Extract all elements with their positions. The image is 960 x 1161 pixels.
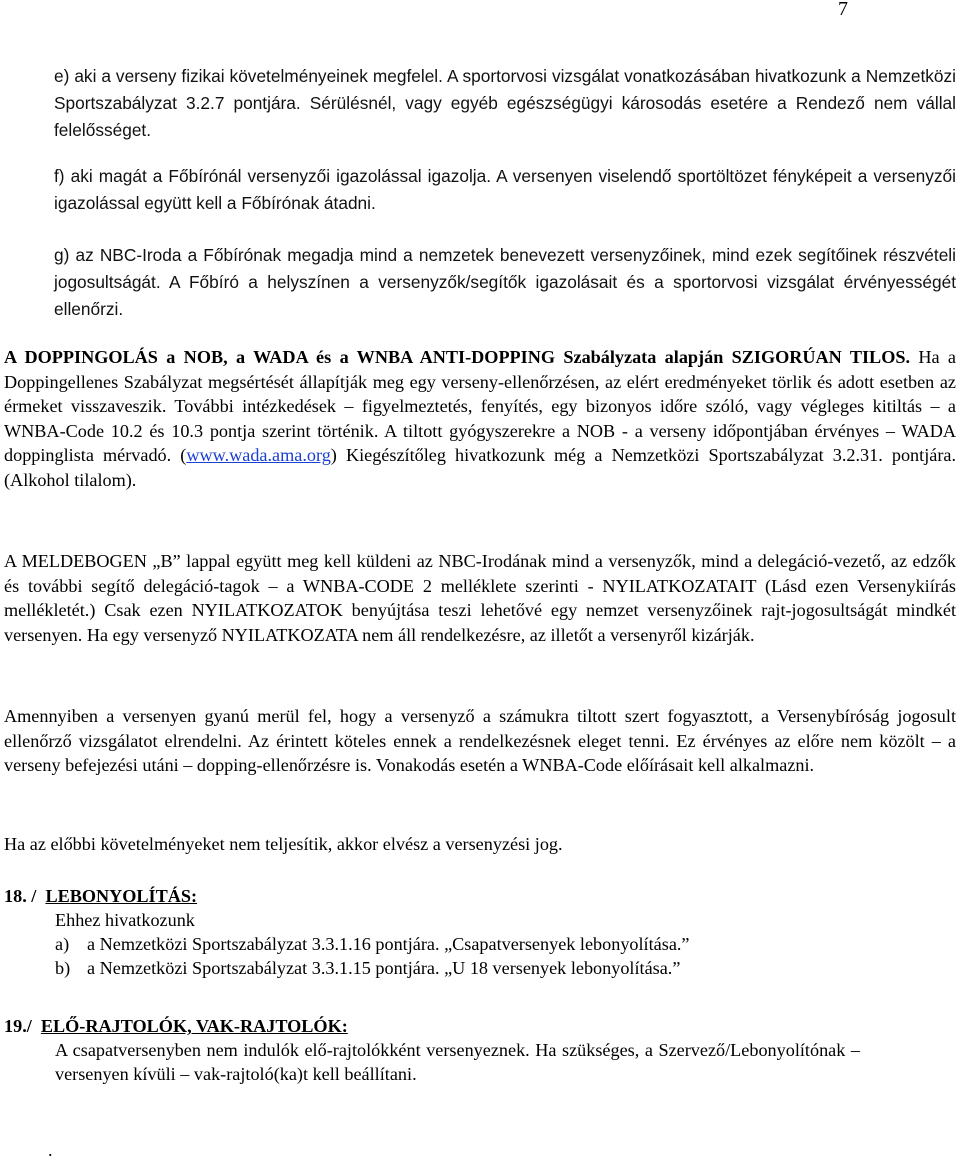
suspicion-paragraph: Amennyiben a versenyen gyanú merül fel, hogy a versenyző a számukra tiltott szert fogyasztott, a Versenybíróság jogosult ellenőrző vizsgálatot elrendelni. Az érintett köteles ennek a rendelkezésnek eleget tenni. Ez érvényes az előre nem közölt – a verseny befejezési utáni – dopping-ellenőrzésre is. Vonakodás esetén a WNBA-Code előírásait kell alkalmazni. xyxy=(4,706,956,776)
page-number: 7 xyxy=(838,0,848,20)
list-item-text: a Nemzetközi Sportszabályzat 3.3.1.15 pontjára. „U 18 versenyek lebonyolítása.” xyxy=(87,958,681,978)
paragraph-f: f) aki magát a Főbírónál versenyzői igazolással igazolja. A versenyen viselendő sportöltözet fényképeit a versenyzői igazolással együtt kell a Főbírónak átadni. xyxy=(54,166,956,213)
section-19 xyxy=(4,1014,860,1086)
registration-paragraph: A MELDEBOGEN „B” lappal együtt meg kell küldeni az NBC-Irodának mind a versenyzők, mind a delegáció-vezető, az edzők és további segítő delegáció-tagok – a WNBA-CODE 2 melléklete szerinti - NYILATKOZATAIT (Lásd ezen Versenykiírás mellékletét.) Csak ezen NYILATKOZATOK benyújtása teszi lehetővé egy nemzet versenyzőinek rajt-jogosultságát mindkét versenyen. Ha egy versenyző NYILATKOZATA nem áll rendelkezésre, az illetőt a versenyről kizárják. xyxy=(4,551,956,645)
section-19-title: ELŐ-RAJTOLÓK, VAK-RAJTOLÓK: xyxy=(40,1016,348,1036)
section-18 xyxy=(4,884,690,980)
doping-text: Ha a Doppingellenes Szabályzat megsértését állapítják meg egy verseny-ellenőrzésen, az elért eredményeket törlik és adott esetben az érmeket visszaveszik. További intézkedések – figyelmeztetés, fenyítés, egy bizonyos időre szóló, vagy végleges kitiltás – a WNBA-Code 10.2 és 10.3 pontja szerint történik. A tiltott gyógyszerekre a NOB - a verseny időpontjában érvényes – WADA doppinglista mérvadó. ( xyxy=(4,347,956,466)
section-18-intro: Ehhez hivatkozunk xyxy=(55,910,195,930)
section-18-body xyxy=(55,908,690,980)
trailing-dot: . xyxy=(48,1140,53,1160)
section-18-title: LEBONYOLÍTÁS: xyxy=(45,886,198,906)
list-item-text: a Nemzetközi Sportszabályzat 3.3.1.16 pontjára. „Csapatversenyek lebonyolítása.” xyxy=(87,934,690,954)
section-19-heading xyxy=(4,1014,860,1038)
requirements-paragraph: Ha az előbbi követelményeket nem teljesítik, akkor elvész a versenyzési jog. xyxy=(4,834,563,854)
wada-link[interactable]: www.wada.ama.org xyxy=(186,445,331,466)
list-item xyxy=(55,956,690,980)
section-19-body: A csapatversenyben nem indulók elő-rajtolókként versenyeznek. Ha szükséges, a Szervező/Lebonyolítónak – versenyen kívüli – vak-rajtoló(ka)t kell beállítani. xyxy=(55,1040,860,1084)
doping-paragraph xyxy=(4,345,956,493)
section-18-heading xyxy=(4,884,690,908)
list-marker: a) xyxy=(55,934,70,954)
paragraph-e: e) aki a verseny fizikai követelményeinek megfelel. A sportorvosi vizsgálat vonatkozásában hivatkozunk a Nemzetközi Sportszabályzat 3.2.7 pontjára. Sérülésnél, vagy egyéb egészségügyi károsodás esetére a Rendező nem vállal felelősséget. xyxy=(54,66,956,140)
list-item xyxy=(55,932,690,956)
list-marker: b) xyxy=(55,958,71,978)
doping-text-after: ) Kiegészítőleg hivatkozunk még a Nemzetközi Sportszabályzat 3.2.31. pontjára.(Alkohol tilalom). xyxy=(4,445,956,490)
section-19-number: 19./ xyxy=(4,1016,32,1036)
paragraph-g: g) az NBC-Iroda a Főbírónak megadja mind a nemzetek benevezett versenyzőinek, mind ezek segítőinek részvételi jogosultságát. A Főbíró a helyszínen a versenyzők/segítők igazolásait és a sportorvosi vizsgálat érvényességét ellenőrzi. xyxy=(54,245,956,319)
doping-bold-statement: A DOPPINGOLÁS a NOB, a WADA és a WNBA ANTI-DOPPING Szabályzata alapján SZIGORÚAN TILOS. xyxy=(4,347,910,367)
section-18-number: 18. / xyxy=(4,886,37,906)
